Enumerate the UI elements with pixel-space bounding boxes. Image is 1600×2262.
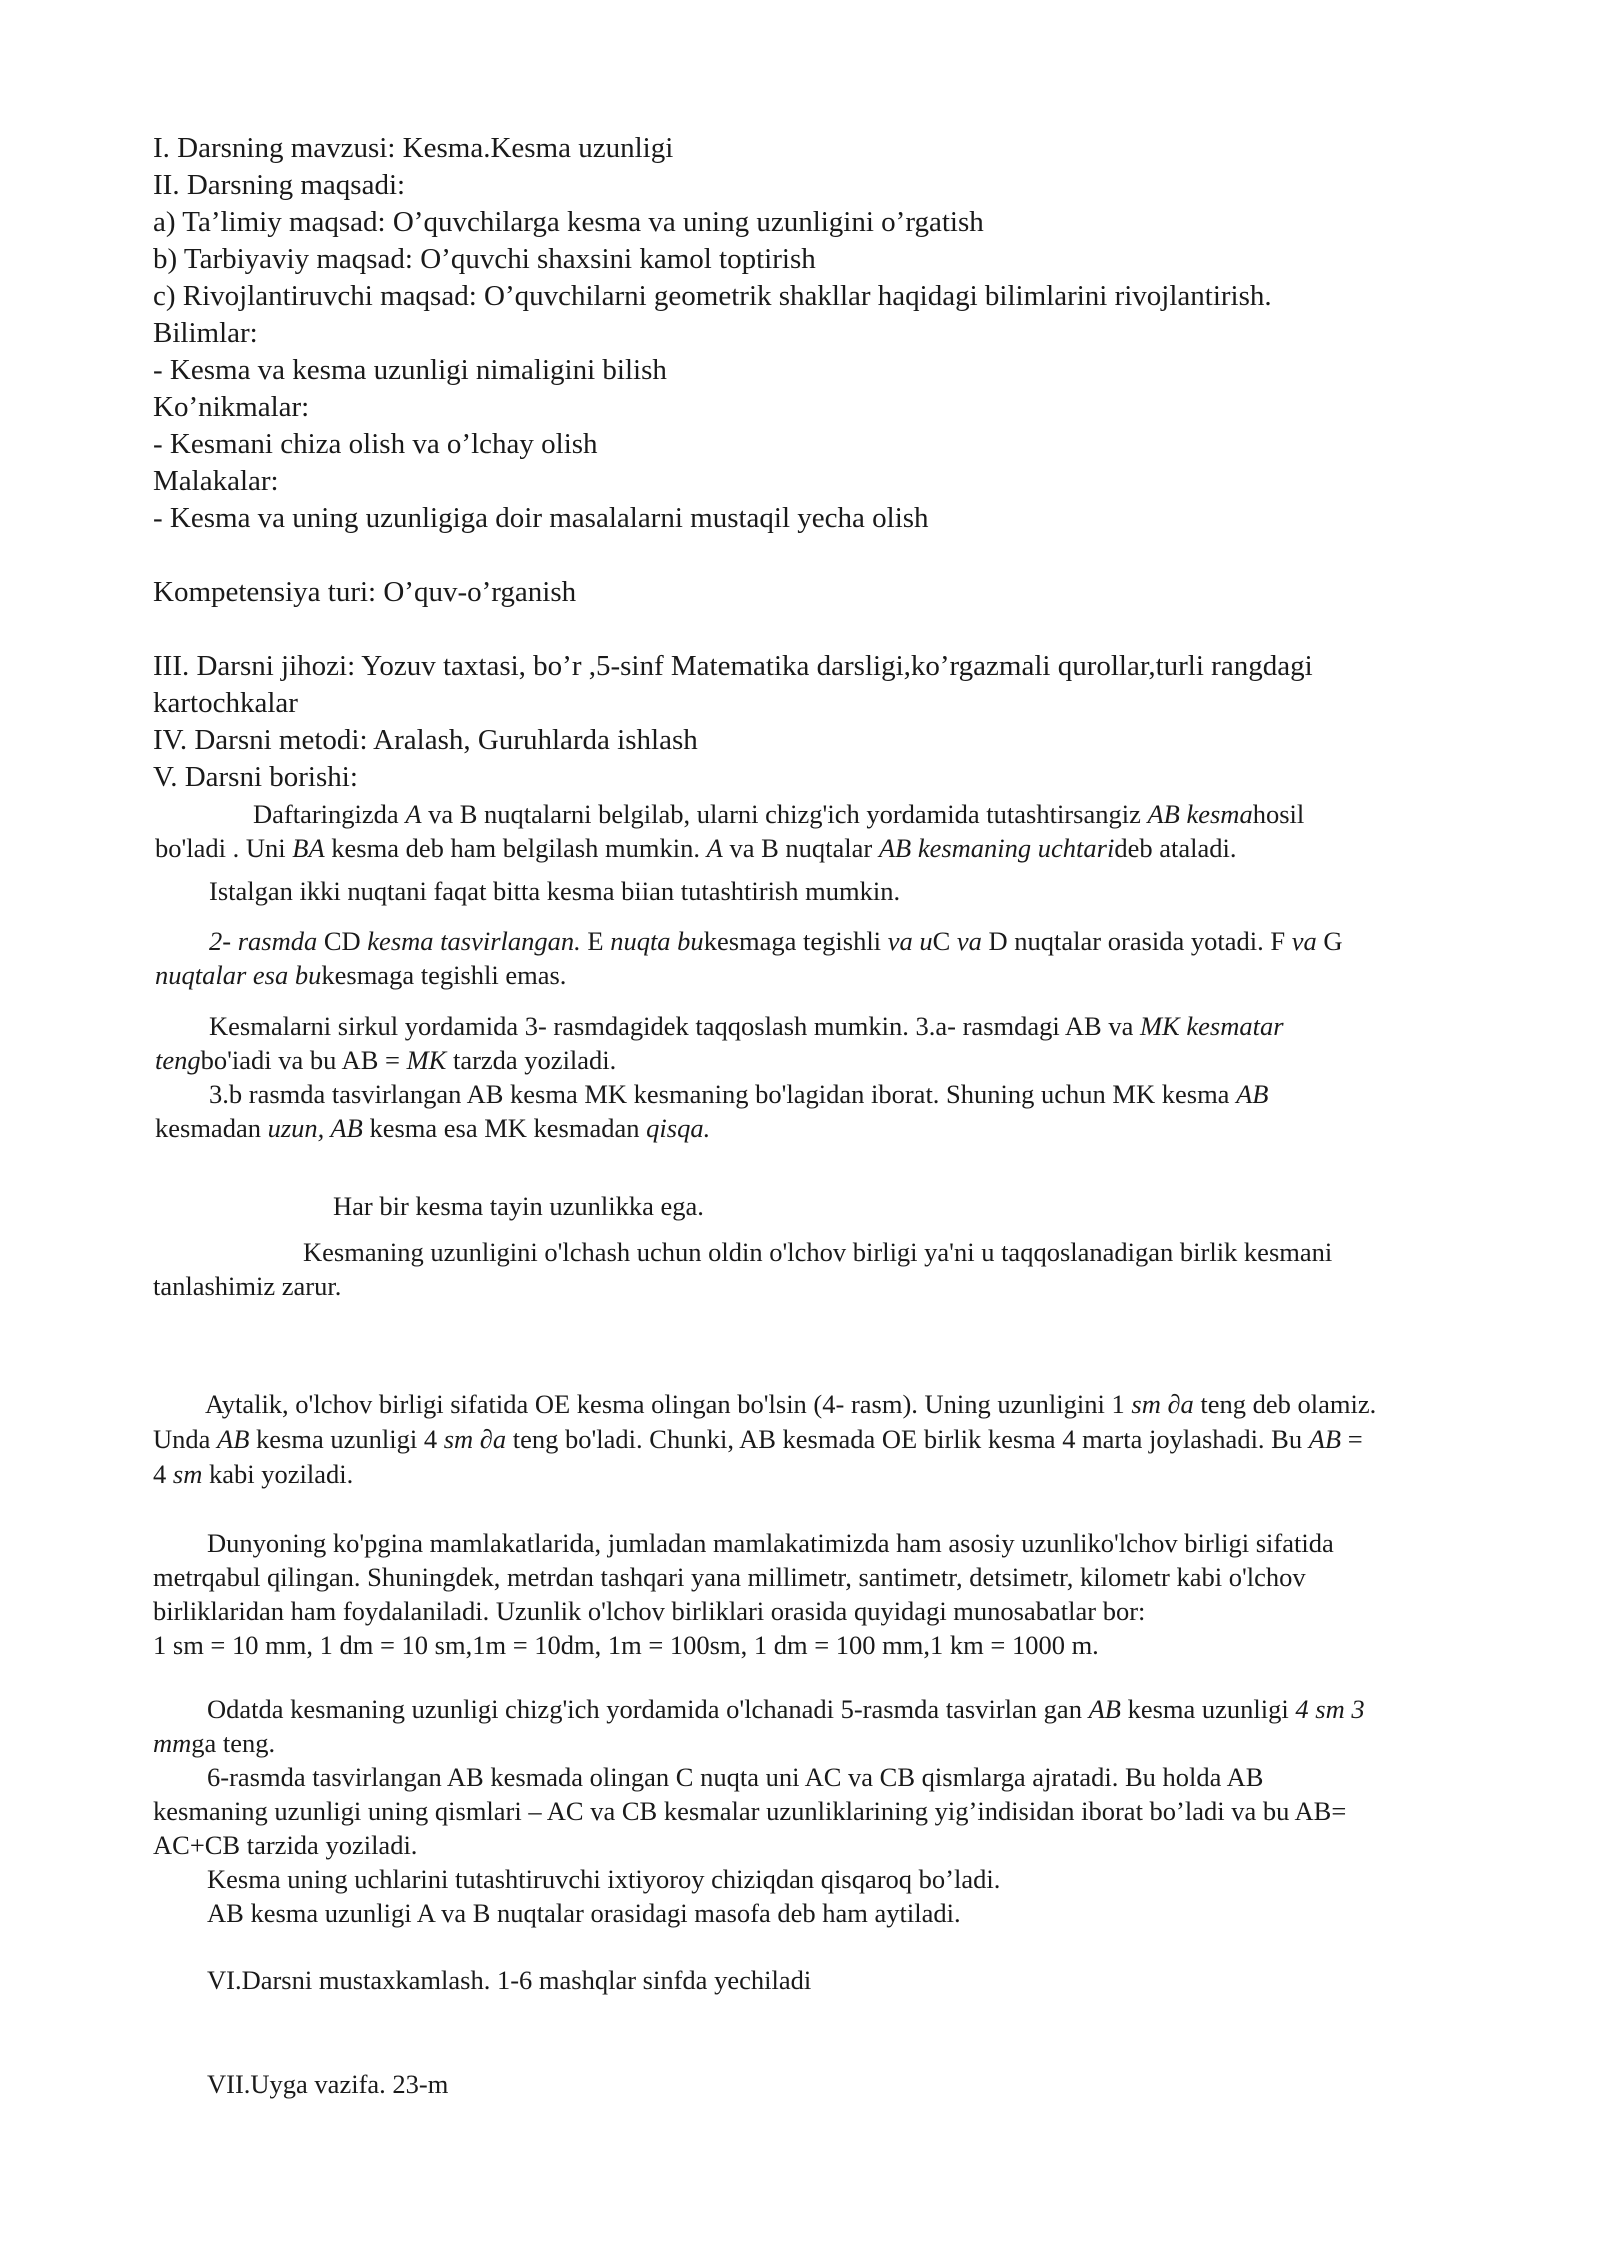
lesson-method: IV. Darsni metodi: Aralash, Guruhlarda ishlash	[153, 724, 698, 756]
paragraph-line: bo'ladi . Uni BA kesma deb ham belgilash mumkin. A va B nuqtalar AB kesmaning uchtarideb ataladi.	[155, 833, 1237, 863]
competency-type: Kompetensiya turi: O’quv-o’rganish	[153, 576, 577, 608]
paragraph-line: 4 sm kabi yoziladi.	[153, 1459, 354, 1489]
homework-heading: VII.Uyga vazifa. 23-m	[207, 2069, 449, 2099]
paragraph-line: Unda AB kesma uzunligi 4 sm ∂a teng bo'ladi. Chunki, AB kesmada OE birlik kesma 4 marta joylashadi. Bu AB =	[153, 1424, 1363, 1454]
paragraph-line: 6-rasmda tasvirlangan AB kesmada olingan C nuqta uni AC va CB qismlarga ajratadi. Bu holda AB	[207, 1762, 1264, 1792]
lesson-goal-heading: II. Darsning maqsadi:	[153, 169, 406, 201]
paragraph-line: mmga teng.	[153, 1728, 276, 1758]
paragraph-line: tengbo'iadi va bu AB = MK tarzda yoziladi.	[155, 1045, 617, 1075]
paragraph-line: 2- rasmda CD kesma tasvirlangan. E nuqta bukesmaga tegishli va uC va D nuqtalar orasida yotadi. F va G	[209, 926, 1343, 956]
competence-item: - Kesma va uning uzunligiga doir masalalarni mustaqil yecha olish	[153, 502, 929, 534]
lesson-equipment: III. Darsni jihozi: Yozuv taxtasi, bo’r ,5-sinf Matematika darsligi,ko’rgazmali qurollar,turli rangdagi	[153, 650, 1313, 682]
paragraph-line: nuqtalar esa bukesmaga tegishli emas.	[155, 960, 567, 990]
paragraph-line: Odatda kesmaning uzunligi chizg'ich yordamida o'lchanadi 5-rasmda tasvirlan gan AB kesma uzunligi 4 sm 3	[207, 1694, 1365, 1724]
competence-heading: Malakalar:	[153, 465, 279, 497]
educational-goal: a) Ta’limiy maqsad: O’quvchilarga kesma va uning uzunligini o’rgatish	[153, 206, 984, 238]
paragraph-line: Kesmalarni sirkul yordamida 3- rasmdagidek taqqoslash mumkin. 3.a- rasmdagi AB va MK kesmatar	[209, 1011, 1284, 1041]
knowledge-item: - Kesma va kesma uzunligi nimaligini bilish	[153, 354, 667, 386]
developmental-goal: c) Rivojlantiruvchi maqsad: O’quvchilarni geometrik shakllar haqidagi bilimlarini rivojlantirish.	[153, 280, 1272, 312]
upbringing-goal: b) Tarbiyaviy maqsad: O’quvchi shaxsini kamol toptirish	[153, 243, 816, 275]
paragraph-line: 3.b rasmda tasvirlangan AB kesma MK kesmaning bo'lagidan iborat. Shuning uchun MK kesma AB	[209, 1079, 1269, 1109]
lesson-equipment-cont: kartochkalar	[153, 687, 298, 719]
paragraph-line: Aytalik, o'lchov birligi sifatida OE kesma olingan bo'lsin (4- rasm). Uning uzunligini 1 sm ∂a teng deb olamiz.	[205, 1389, 1377, 1419]
paragraph-line: Istalgan ikki nuqtani faqat bitta kesma biian tutashtirish mumkin.	[209, 876, 901, 906]
paragraph-line: tanlashimiz zarur.	[153, 1271, 342, 1301]
unit-relations: 1 sm = 10 mm, 1 dm = 10 sm,1m = 10dm, 1m = 100sm, 1 dm = 100 mm,1 km = 1000 m.	[153, 1630, 1099, 1660]
paragraph-line: Har bir kesma tayin uzunlikka ega.	[333, 1191, 704, 1221]
skills-item: - Kesmani chiza olish va o’lchay olish	[153, 428, 598, 460]
lesson-process-heading: V. Darsni borishi:	[153, 761, 358, 793]
paragraph-line: kesmaning uzunligi uning qismlari – AC va CB kesmalar uzunliklarining yig’indisidan iborat bo’ladi va bu AB=	[153, 1796, 1347, 1826]
skills-heading: Ko’nikmalar:	[153, 391, 310, 423]
paragraph-line: kesmadan uzun, AB kesma esa MK kesmadan qisqa.	[155, 1113, 711, 1143]
knowledge-heading: Bilimlar:	[153, 317, 258, 349]
reinforcement-heading: VI.Darsni mustaxkamlash. 1-6 mashqlar sinfda yechiladi	[207, 1965, 812, 1995]
paragraph-line: Daftaringizda A va B nuqtalarni belgilab, ularni chizg'ich yordamida tutashtirsangiz AB kesmahosil	[253, 799, 1305, 829]
paragraph-line: AB kesma uzunligi A va B nuqtalar orasidagi masofa deb ham aytiladi.	[207, 1898, 961, 1928]
lesson-topic: I. Darsning mavzusi: Kesma.Kesma uzunligi	[153, 132, 674, 164]
paragraph-line: Kesmaning uzunligini o'lchash uchun oldin o'lchov birligi ya'ni u taqqoslanadigan birlik kesmani	[303, 1237, 1333, 1267]
paragraph-line: AC+CB tarzida yoziladi.	[153, 1830, 418, 1860]
paragraph-line: Kesma uning uchlarini tutashtiruvchi ixtiyoroy chiziqdan qisqaroq bo’ladi.	[207, 1864, 1001, 1894]
paragraph-line: Dunyoning ko'pgina mamlakatlarida, jumladan mamlakatimizda ham asosiy uzunliko'lchov birligi sifatida	[207, 1528, 1334, 1558]
paragraph-line: birliklaridan ham foydalaniladi. Uzunlik o'lchov birliklari orasida quyidagi munosabatlar bor:	[153, 1596, 1146, 1626]
paragraph-line: metrqabul qilingan. Shuningdek, metrdan tashqari yana millimetr, santimetr, detsimetr, kilometr kabi o'lchov	[153, 1562, 1306, 1592]
